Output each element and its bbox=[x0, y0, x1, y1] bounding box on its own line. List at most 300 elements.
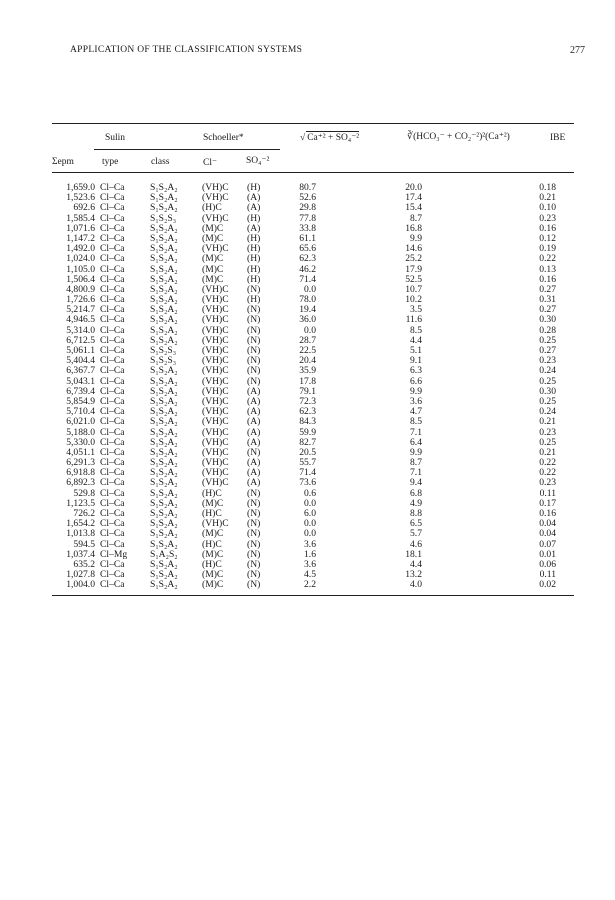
cell-class: S₁S₂A₂ bbox=[150, 518, 178, 530]
cell-a: 0.0 bbox=[304, 528, 316, 540]
cell-ibe: 0.22 bbox=[539, 253, 556, 265]
cell-cl: (VH)C bbox=[202, 182, 229, 193]
cell-a: 71.4 bbox=[299, 467, 316, 479]
cell-a: 82.7 bbox=[299, 436, 316, 448]
cell-b: 4.6 bbox=[410, 538, 422, 550]
cell-epm: 635.2 bbox=[73, 558, 95, 570]
cell-b: 7.1 bbox=[410, 426, 422, 438]
cube-root-sign: ∛ bbox=[407, 132, 414, 142]
cell-b: 8.7 bbox=[410, 212, 422, 224]
cell-type: Cl–Ca bbox=[100, 385, 125, 397]
cell-class: S₁S₂A₂ bbox=[150, 528, 178, 540]
cell-epm: 1,027.8 bbox=[66, 569, 95, 581]
cell-b: 6.4 bbox=[410, 436, 422, 448]
cell-epm: 5,330.0 bbox=[66, 436, 95, 448]
cell-so4: (H) bbox=[247, 212, 261, 224]
cell-a: 62.3 bbox=[299, 253, 316, 265]
cell-so4: (N) bbox=[247, 314, 261, 326]
cell-epm: 5,061.1 bbox=[66, 345, 95, 356]
cell-so4: (N) bbox=[247, 334, 261, 346]
cell-b: 13.2 bbox=[405, 569, 422, 581]
cell-so4: (A) bbox=[247, 192, 261, 204]
header-class: class bbox=[151, 157, 170, 167]
table-row bbox=[0, 254, 615, 264]
cell-type: Cl–Ca bbox=[100, 273, 125, 285]
cell-b: 4.7 bbox=[410, 406, 422, 418]
cell-type: Cl–Mg bbox=[100, 548, 128, 560]
cell-epm: 6,021.0 bbox=[66, 416, 95, 428]
cell-ibe: 0.04 bbox=[539, 528, 556, 540]
cell-cl: (VH)C bbox=[202, 416, 229, 428]
cell-type: Cl–Ca bbox=[100, 365, 125, 377]
cell-class: S₁S₂A₂ bbox=[150, 497, 178, 509]
cell-type: Cl–Ca bbox=[100, 558, 125, 570]
cell-ibe: 0.23 bbox=[539, 477, 556, 489]
cell-epm: 1,071.6 bbox=[66, 222, 95, 234]
cell-type: Cl–Ca bbox=[100, 314, 125, 326]
cell-b: 8.7 bbox=[410, 457, 422, 469]
cell-epm: 5,404.4 bbox=[66, 355, 95, 367]
cell-epm: 594.5 bbox=[73, 538, 95, 550]
cell-type: Cl–Ca bbox=[100, 202, 125, 214]
cell-a: 4.5 bbox=[304, 569, 316, 581]
cell-a: 22.5 bbox=[299, 345, 316, 356]
cell-so4: (N) bbox=[247, 355, 261, 367]
cell-so4: (N) bbox=[247, 304, 261, 316]
cell-ibe: 0.17 bbox=[539, 497, 556, 509]
cell-cl: (M)C bbox=[202, 263, 224, 275]
cell-epm: 1,726.6 bbox=[66, 294, 95, 306]
cell-so4: (N) bbox=[247, 324, 261, 336]
cell-class: S₁S₂A₂ bbox=[150, 477, 178, 489]
cell-class: S₁S₂A₂ bbox=[150, 446, 178, 458]
cell-cl: (VH)C bbox=[202, 355, 229, 367]
cell-ibe: 0.25 bbox=[539, 395, 556, 407]
cell-cl: (VH)C bbox=[202, 436, 229, 448]
cell-so4: (H) bbox=[247, 232, 261, 244]
cell-b: 9.1 bbox=[410, 355, 422, 367]
cell-a: 0.0 bbox=[304, 324, 316, 336]
cell-ibe: 0.06 bbox=[539, 558, 556, 570]
cell-epm: 726.2 bbox=[73, 508, 95, 519]
cell-cl: (VH)C bbox=[202, 283, 229, 295]
page-number: 277 bbox=[570, 45, 585, 56]
cell-b: 7.1 bbox=[410, 467, 422, 479]
cell-b: 18.1 bbox=[405, 548, 422, 560]
cell-ibe: 0.27 bbox=[539, 304, 556, 316]
cell-a: 52.6 bbox=[299, 192, 316, 204]
cell-epm: 6,367.7 bbox=[66, 365, 95, 377]
cell-type: Cl–Ca bbox=[100, 467, 125, 479]
cell-class: S₁S₂A₂ bbox=[150, 222, 178, 234]
cell-a: 62.3 bbox=[299, 406, 316, 418]
cell-cl: (M)C bbox=[202, 579, 224, 591]
cell-ibe: 0.30 bbox=[539, 314, 556, 326]
cell-ibe: 0.12 bbox=[539, 232, 556, 244]
cell-ibe: 0.02 bbox=[539, 579, 556, 591]
cell-ibe: 0.21 bbox=[539, 446, 556, 458]
cell-ibe: 0.25 bbox=[539, 436, 556, 448]
cell-epm: 1,659.0 bbox=[66, 182, 95, 193]
cell-type: Cl–Ca bbox=[100, 212, 125, 224]
cell-type: Cl–Ca bbox=[100, 345, 125, 356]
cell-epm: 5,710.4 bbox=[66, 406, 95, 418]
cell-epm: 1,523.6 bbox=[66, 192, 95, 204]
cell-cl: (H)C bbox=[202, 508, 222, 519]
cell-b: 11.6 bbox=[405, 314, 422, 326]
cell-class: S₁S₂A₂ bbox=[150, 487, 178, 499]
cell-so4: (N) bbox=[247, 569, 261, 581]
cell-type: Cl–Ca bbox=[100, 334, 125, 346]
cell-so4: (N) bbox=[247, 579, 261, 591]
cell-ibe: 0.11 bbox=[539, 569, 556, 581]
cell-cl: (VH)C bbox=[202, 304, 229, 316]
cell-class: S₁S₂A₂ bbox=[150, 243, 178, 255]
cell-ibe: 0.24 bbox=[539, 365, 556, 377]
header-ca-so4: Ca⁺² + SO₄⁻² bbox=[307, 133, 360, 143]
cell-epm: 6,918.8 bbox=[66, 467, 95, 479]
cell-cl: (VH)C bbox=[202, 334, 229, 346]
cell-epm: 1,492.0 bbox=[66, 243, 95, 255]
cell-class: S₁S₂A₂ bbox=[150, 294, 178, 306]
cell-so4: (N) bbox=[247, 497, 261, 509]
cell-so4: (N) bbox=[247, 487, 261, 499]
cell-a: 65.6 bbox=[299, 243, 316, 255]
cell-type: Cl–Ca bbox=[100, 263, 125, 275]
cell-cl: (M)C bbox=[202, 232, 224, 244]
cell-ibe: 0.25 bbox=[539, 375, 556, 387]
cell-b: 9.9 bbox=[410, 232, 422, 244]
cell-so4: (H) bbox=[247, 273, 261, 285]
cell-epm: 4,051.1 bbox=[66, 446, 95, 458]
cell-so4: (H) bbox=[247, 243, 261, 255]
header-sulin: Sulin bbox=[105, 133, 126, 143]
cell-b: 8.5 bbox=[410, 324, 422, 336]
cell-cl: (VH)C bbox=[202, 395, 229, 407]
cell-type: Cl–Ca bbox=[100, 446, 125, 458]
cell-ibe: 0.27 bbox=[539, 283, 556, 295]
cell-epm: 1,037.4 bbox=[66, 548, 95, 560]
cell-class: S₁S₂A₂ bbox=[150, 436, 178, 448]
cell-so4: (N) bbox=[247, 375, 261, 387]
cell-cl: (VH)C bbox=[202, 518, 229, 530]
cell-type: Cl–Ca bbox=[100, 304, 125, 316]
cell-so4: (H) bbox=[247, 182, 261, 193]
cell-type: Cl–Ca bbox=[100, 579, 125, 591]
cell-cl: (H)C bbox=[202, 487, 222, 499]
cell-epm: 4,946.5 bbox=[66, 314, 95, 326]
cell-ibe: 0.22 bbox=[539, 457, 556, 469]
cell-class: S₁S₂A₂ bbox=[150, 263, 178, 275]
cell-ibe: 0.16 bbox=[539, 222, 556, 234]
cell-b: 8.5 bbox=[410, 416, 422, 428]
cell-cl: (M)C bbox=[202, 222, 224, 234]
cell-ibe: 0.22 bbox=[539, 467, 556, 479]
cell-a: 78.0 bbox=[299, 294, 316, 306]
cell-class: S₁S₂A₂ bbox=[150, 426, 178, 438]
cell-type: Cl–Ca bbox=[100, 457, 125, 469]
cell-so4: (N) bbox=[247, 558, 261, 570]
cell-class: S₁S₂S₃ bbox=[150, 212, 177, 224]
cell-so4: (A) bbox=[247, 406, 261, 418]
cell-so4: (N) bbox=[247, 528, 261, 540]
cell-type: Cl–Ca bbox=[100, 538, 125, 550]
cell-cl: (VH)C bbox=[202, 457, 229, 469]
cell-so4: (H) bbox=[247, 294, 261, 306]
cell-b: 5.1 bbox=[410, 345, 422, 356]
cell-epm: 6,712.5 bbox=[66, 334, 95, 346]
cell-a: 17.8 bbox=[299, 375, 316, 387]
cell-ibe: 0.23 bbox=[539, 355, 556, 367]
cell-cl: (VH)C bbox=[202, 385, 229, 397]
header-schoeller: Schoeller* bbox=[203, 133, 244, 143]
cell-class: S₁S₂A₂ bbox=[150, 375, 178, 387]
cell-so4: (N) bbox=[247, 446, 261, 458]
cell-ibe: 0.13 bbox=[539, 263, 556, 275]
cell-cl: (VH)C bbox=[202, 212, 229, 224]
cell-class: S₁S₂A₂ bbox=[150, 406, 178, 418]
cell-cl: (H)C bbox=[202, 202, 222, 214]
cell-a: 79.1 bbox=[299, 385, 316, 397]
cell-a: 71.4 bbox=[299, 273, 316, 285]
cell-epm: 1,024.0 bbox=[66, 253, 95, 265]
cell-class: S₁S₂A₂ bbox=[150, 304, 178, 316]
table-row bbox=[0, 417, 615, 427]
cell-a: 3.6 bbox=[304, 558, 316, 570]
cell-type: Cl–Ca bbox=[100, 436, 125, 448]
cell-epm: 6,892.3 bbox=[66, 477, 95, 489]
cell-ibe: 0.10 bbox=[539, 202, 556, 214]
cell-type: Cl–Ca bbox=[100, 518, 125, 530]
cell-epm: 1,013.8 bbox=[66, 528, 95, 540]
cell-class: S₁S₂A₂ bbox=[150, 508, 178, 519]
cell-a: 35.9 bbox=[299, 365, 316, 377]
header-epm: Σepm bbox=[52, 157, 74, 167]
cell-type: Cl–Ca bbox=[100, 406, 125, 418]
header-ca-so4-sqrt bbox=[300, 131, 359, 143]
cell-cl: (M)C bbox=[202, 253, 224, 265]
cell-a: 29.8 bbox=[299, 202, 316, 214]
cell-so4: (N) bbox=[247, 283, 261, 295]
cell-so4: (N) bbox=[247, 365, 261, 377]
cell-b: 25.2 bbox=[405, 253, 422, 265]
cell-a: 73.6 bbox=[299, 477, 316, 489]
cell-ibe: 0.25 bbox=[539, 334, 556, 346]
cell-ibe: 0.30 bbox=[539, 385, 556, 397]
cell-type: Cl–Ca bbox=[100, 294, 125, 306]
cell-b: 8.8 bbox=[410, 508, 422, 519]
cell-class: S₁S₂A₂ bbox=[150, 202, 178, 214]
cell-type: Cl–Ca bbox=[100, 497, 125, 509]
cell-epm: 6,291.3 bbox=[66, 457, 95, 469]
cell-class: S₁S₂A₂ bbox=[150, 273, 178, 285]
cell-cl: (VH)C bbox=[202, 446, 229, 458]
header-hco3: (HCO₃⁻ + CO₂⁻²)²(Ca⁺²) bbox=[413, 132, 510, 142]
header-so4: SO₄⁻² bbox=[246, 156, 270, 166]
cell-b: 14.6 bbox=[405, 243, 422, 255]
cell-type: Cl–Ca bbox=[100, 232, 125, 244]
cell-type: Cl–Ca bbox=[100, 253, 125, 265]
cell-epm: 6,739.4 bbox=[66, 385, 95, 397]
cell-ibe: 0.21 bbox=[539, 192, 556, 204]
cell-so4: (A) bbox=[247, 395, 261, 407]
cell-so4: (A) bbox=[247, 457, 261, 469]
table-body bbox=[0, 183, 615, 591]
cell-type: Cl–Ca bbox=[100, 569, 125, 581]
cell-ibe: 0.23 bbox=[539, 426, 556, 438]
cell-cl: (H)C bbox=[202, 538, 222, 550]
cell-epm: 5,854.9 bbox=[66, 395, 95, 407]
cell-type: Cl–Ca bbox=[100, 192, 125, 204]
table-bottom-rule bbox=[52, 595, 574, 596]
cell-so4: (A) bbox=[247, 202, 261, 214]
cell-epm: 5,214.7 bbox=[66, 304, 95, 316]
cell-type: Cl–Ca bbox=[100, 528, 125, 540]
cell-so4: (A) bbox=[247, 222, 261, 234]
cell-class: S₁S₂A₂ bbox=[150, 314, 178, 326]
cell-so4: (A) bbox=[247, 436, 261, 448]
cell-class: S₁S₂A₂ bbox=[150, 457, 178, 469]
cell-b: 4.4 bbox=[410, 334, 422, 346]
cell-ibe: 0.27 bbox=[539, 345, 556, 356]
cell-b: 6.8 bbox=[410, 487, 422, 499]
cell-type: Cl–Ca bbox=[100, 487, 125, 499]
cell-a: 20.4 bbox=[299, 355, 316, 367]
cell-epm: 1,004.0 bbox=[66, 579, 95, 591]
cell-cl: (VH)C bbox=[202, 324, 229, 336]
cell-ibe: 0.04 bbox=[539, 518, 556, 530]
header-sub-rule bbox=[94, 149, 280, 150]
cell-epm: 1,654.2 bbox=[66, 518, 95, 530]
cell-class: S₁S₂A₂ bbox=[150, 283, 178, 295]
cell-cl: (VH)C bbox=[202, 365, 229, 377]
cell-class: S₁S₂A₂ bbox=[150, 538, 178, 550]
cell-b: 4.4 bbox=[410, 558, 422, 570]
cell-b: 6.6 bbox=[410, 375, 422, 387]
cell-class: S₁S₂A₂ bbox=[150, 395, 178, 407]
cell-class: S₁S₂A₂ bbox=[150, 192, 178, 204]
header-type: type bbox=[102, 157, 119, 167]
cell-ibe: 0.23 bbox=[539, 212, 556, 224]
cell-cl: (VH)C bbox=[202, 467, 229, 479]
cell-b: 6.3 bbox=[410, 365, 422, 377]
cell-so4: (A) bbox=[247, 426, 261, 438]
cell-epm: 5,314.0 bbox=[66, 324, 95, 336]
cell-a: 84.3 bbox=[299, 416, 316, 428]
cell-so4: (N) bbox=[247, 548, 261, 560]
cell-epm: 5,043.1 bbox=[66, 375, 95, 387]
cell-b: 4.9 bbox=[410, 497, 422, 509]
cell-epm: 692.6 bbox=[73, 202, 95, 214]
cell-cl: (VH)C bbox=[202, 192, 229, 204]
cell-type: Cl–Ca bbox=[100, 477, 125, 489]
cell-class: S₁S₂A₂ bbox=[150, 334, 178, 346]
header-ibe: IBE bbox=[550, 133, 566, 143]
cell-class: S₁A₂S₂ bbox=[150, 548, 178, 560]
cell-a: 2.2 bbox=[304, 579, 316, 591]
cell-class: S₁S₂A₂ bbox=[150, 182, 178, 193]
cell-a: 20.5 bbox=[299, 446, 316, 458]
cell-ibe: 0.18 bbox=[539, 182, 556, 193]
cell-so4: (N) bbox=[247, 518, 261, 530]
cell-a: 72.3 bbox=[299, 395, 316, 407]
cell-cl: (M)C bbox=[202, 548, 224, 560]
cell-ibe: 0.24 bbox=[539, 406, 556, 418]
cell-type: Cl–Ca bbox=[100, 222, 125, 234]
cell-ibe: 0.01 bbox=[539, 548, 556, 560]
cell-b: 6.5 bbox=[410, 518, 422, 530]
cell-b: 3.6 bbox=[410, 395, 422, 407]
cell-so4: (N) bbox=[247, 345, 261, 356]
table-top-rule bbox=[52, 123, 574, 124]
cell-a: 33.8 bbox=[299, 222, 316, 234]
cell-type: Cl–Ca bbox=[100, 395, 125, 407]
cell-b: 17.4 bbox=[405, 192, 422, 204]
cell-cl: (M)C bbox=[202, 273, 224, 285]
cell-so4: (H) bbox=[247, 253, 261, 265]
cell-so4: (A) bbox=[247, 385, 261, 397]
cell-epm: 1,147.2 bbox=[66, 232, 95, 244]
cell-b: 3.5 bbox=[410, 304, 422, 316]
sqrt-sign: √ bbox=[300, 133, 306, 143]
cell-cl: (H)C bbox=[202, 558, 222, 570]
cell-so4: (N) bbox=[247, 538, 261, 550]
cell-cl: (VH)C bbox=[202, 477, 229, 489]
cell-cl: (VH)C bbox=[202, 314, 229, 326]
cell-b: 10.2 bbox=[405, 294, 422, 306]
cell-class: S₁S₂A₂ bbox=[150, 558, 178, 570]
header-hco3-root bbox=[407, 131, 510, 142]
cell-so4: (A) bbox=[247, 416, 261, 428]
cell-so4: (H) bbox=[247, 263, 261, 275]
cell-b: 15.4 bbox=[405, 202, 422, 214]
cell-class: S₁S₂A₂ bbox=[150, 253, 178, 265]
cell-epm: 4,800.9 bbox=[66, 283, 95, 295]
cell-cl: (M)C bbox=[202, 569, 224, 581]
cell-a: 46.2 bbox=[299, 263, 316, 275]
cell-b: 52.5 bbox=[405, 273, 422, 285]
cell-epm: 1,585.4 bbox=[66, 212, 95, 224]
cell-type: Cl–Ca bbox=[100, 243, 125, 255]
cell-b: 5.7 bbox=[410, 528, 422, 540]
cell-ibe: 0.07 bbox=[539, 538, 556, 550]
cell-cl: (M)C bbox=[202, 528, 224, 540]
cell-class: S₁S₂A₂ bbox=[150, 416, 178, 428]
cell-cl: (VH)C bbox=[202, 294, 229, 306]
cell-ibe: 0.19 bbox=[539, 243, 556, 255]
cell-epm: 5,188.0 bbox=[66, 426, 95, 438]
cell-a: 0.0 bbox=[304, 518, 316, 530]
cell-class: S₁S₂A₂ bbox=[150, 569, 178, 581]
cell-cl: (VH)C bbox=[202, 426, 229, 438]
cell-type: Cl–Ca bbox=[100, 182, 125, 193]
table-row bbox=[0, 580, 615, 590]
cell-a: 36.0 bbox=[299, 314, 316, 326]
cell-b: 16.8 bbox=[405, 222, 422, 234]
cell-a: 77.8 bbox=[299, 212, 316, 224]
cell-ibe: 0.16 bbox=[539, 273, 556, 285]
cell-class: S₁S₂A₂ bbox=[150, 324, 178, 336]
cell-b: 20.0 bbox=[405, 182, 422, 193]
cell-epm: 1,506.4 bbox=[66, 273, 95, 285]
cell-so4: (A) bbox=[247, 467, 261, 479]
cell-cl: (VH)C bbox=[202, 406, 229, 418]
cell-b: 9.9 bbox=[410, 385, 422, 397]
cell-b: 4.0 bbox=[410, 579, 422, 591]
cell-cl: (VH)C bbox=[202, 243, 229, 255]
cell-so4: (A) bbox=[247, 477, 261, 489]
cell-a: 0.6 bbox=[304, 487, 316, 499]
